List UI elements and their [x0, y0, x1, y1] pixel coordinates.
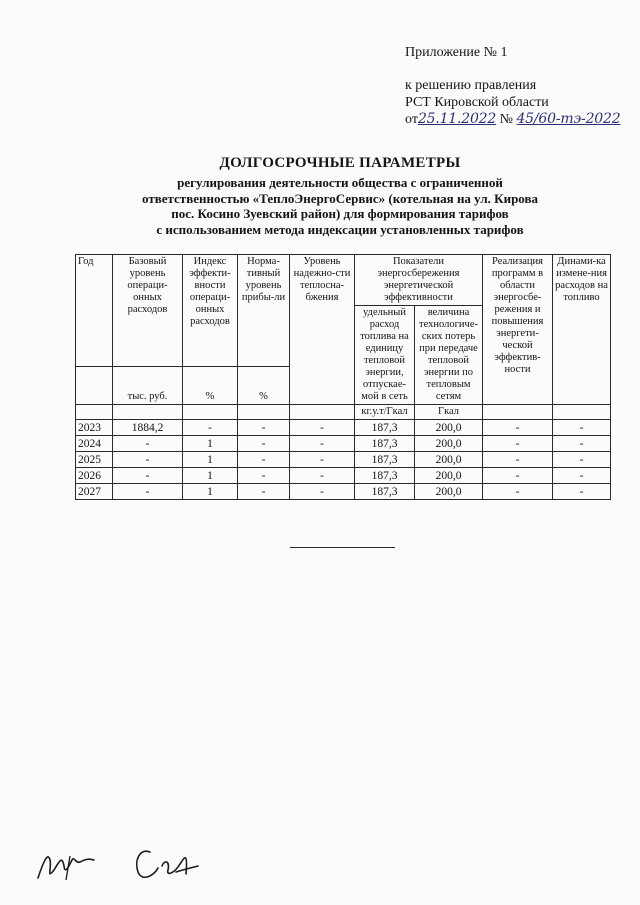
title-line-4: с использованием метода индексации установленных тарифов: [156, 221, 524, 237]
cell-losses: 200,0: [415, 468, 483, 484]
cell-losses: 200,0: [415, 420, 483, 436]
cell-base: -: [113, 468, 183, 484]
cell-profit: -: [238, 452, 290, 468]
cell-program: -: [483, 468, 553, 484]
cell-year: 2023: [76, 420, 113, 436]
cell-fuel: 187,3: [355, 436, 415, 452]
number-label: №: [499, 112, 513, 127]
cell-dynamics: -: [553, 436, 611, 452]
cell-index: 1: [183, 468, 238, 484]
unit-empty-5: [290, 405, 355, 420]
unit-index: %: [183, 366, 238, 404]
header-fuel-consumption: удельный расход топлива на единицу тепловой энергии, отпускае-мой в сеть: [355, 306, 415, 405]
cell-program: -: [483, 452, 553, 468]
cell-reliability: -: [290, 452, 355, 468]
cell-fuel: 187,3: [355, 468, 415, 484]
table-row: [76, 420, 611, 436]
annex-number: Приложение № 1: [405, 45, 508, 60]
cell-losses: 200,0: [415, 484, 483, 500]
cell-base: -: [113, 484, 183, 500]
header-profit-level: Норма-тивный уровень прибы-ли: [238, 255, 290, 367]
cell-year: 2026: [76, 468, 113, 484]
title-line-2: ответственностью «ТеплоЭнергоСервис» (котельная на ул. Кирова: [141, 190, 538, 206]
cell-year: 2024: [76, 436, 113, 452]
cell-index: 1: [183, 452, 238, 468]
cell-fuel: 187,3: [355, 484, 415, 500]
unit-fuel: кг.у.т/Гкал: [355, 405, 415, 420]
unit-empty-6: [483, 405, 553, 420]
closing-rule: [290, 547, 395, 548]
unit-year: [76, 366, 113, 404]
cell-dynamics: -: [553, 452, 611, 468]
cell-profit: -: [238, 484, 290, 500]
cell-program: -: [483, 436, 553, 452]
table-row: [76, 484, 611, 500]
unit-empty-4: [238, 405, 290, 420]
from-label: от: [405, 112, 418, 127]
cell-dynamics: -: [553, 468, 611, 484]
cell-base: -: [113, 436, 183, 452]
header-base-level: Базовый уровень операци-онных расходов: [113, 255, 183, 367]
table-body: [76, 420, 611, 500]
unit-empty-2: [113, 405, 183, 420]
cell-dynamics: -: [553, 484, 611, 500]
cell-dynamics: -: [553, 420, 611, 436]
unit-empty-3: [183, 405, 238, 420]
cell-index: 1: [183, 436, 238, 452]
table-row: [76, 468, 611, 484]
cell-profit: -: [238, 436, 290, 452]
parameters-table: [75, 254, 611, 500]
cell-base: -: [113, 452, 183, 468]
cell-fuel: 187,3: [355, 452, 415, 468]
cell-reliability: -: [290, 484, 355, 500]
cell-year: 2027: [76, 484, 113, 500]
header-year: Год: [76, 255, 113, 367]
unit-profit: %: [238, 366, 290, 404]
header-row-1: [76, 255, 611, 306]
cell-profit: -: [238, 420, 290, 436]
cell-profit: -: [238, 468, 290, 484]
units-row-2: [76, 405, 611, 420]
cell-losses: 200,0: [415, 436, 483, 452]
annex-decision-line: к решению правления: [405, 78, 537, 93]
cell-program: -: [483, 484, 553, 500]
cell-index: 1: [183, 484, 238, 500]
header-efficiency-index: Индекс эффекти-вности операци-онных расходов: [183, 255, 238, 367]
unit-empty-1: [76, 405, 113, 420]
title-line-3: пос. Косино Зуевский район) для формирования тарифов: [171, 206, 509, 221]
cell-year: 2025: [76, 452, 113, 468]
header-fuel-dynamics: Динами-ка измене-ния расходов на топливо: [553, 255, 611, 405]
annex-block: [405, 44, 620, 128]
annex-reference-line: [405, 111, 620, 128]
cell-losses: 200,0: [415, 452, 483, 468]
cell-base: 1884,2: [113, 420, 183, 436]
handwritten-signature: [30, 830, 210, 895]
decision-date: 25.11.2022: [417, 111, 497, 127]
decision-number: 45/60-тэ-2022: [516, 111, 621, 127]
unit-base: тыс. руб.: [113, 366, 183, 404]
table-row: [76, 452, 611, 468]
document-title: [70, 155, 610, 237]
cell-reliability: -: [290, 436, 355, 452]
table-row: [76, 436, 611, 452]
annex-authority-line: РСТ Кировской области: [405, 95, 549, 110]
header-heat-losses: величина технологиче-ских потерь при передаче тепловой энергии по тепловым сетям: [415, 306, 483, 405]
unit-losses: Гкал: [415, 405, 483, 420]
cell-index: -: [183, 420, 238, 436]
header-energy-group: Показатели энергосбережения энергетической эффективности: [355, 255, 483, 306]
cell-reliability: -: [290, 420, 355, 436]
header-reliability: Уровень надежно-сти теплосна-бжения: [290, 255, 355, 405]
cell-fuel: 187,3: [355, 420, 415, 436]
title-line-1: регулирования деятельности общества с ограниченной: [177, 175, 503, 190]
unit-empty-7: [553, 405, 611, 420]
cell-reliability: -: [290, 468, 355, 484]
cell-program: -: [483, 420, 553, 436]
title-main: ДОЛГОСРОЧНЫЕ ПАРАМЕТРЫ: [219, 155, 461, 171]
header-program: Реализация программ в области энергосбе-режения и повышения энергети-ческой эффектив-ности: [483, 255, 553, 405]
